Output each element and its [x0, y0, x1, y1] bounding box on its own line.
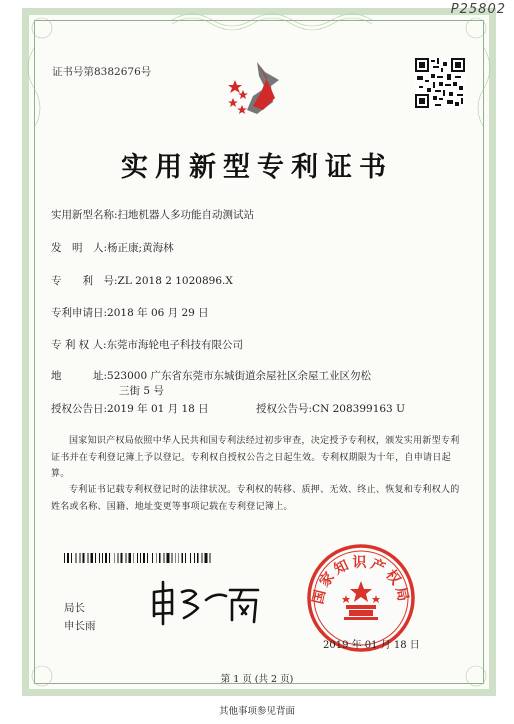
grant-date-label: 授权公告日: [51, 403, 108, 415]
barcode-bar [210, 553, 211, 563]
patentee-value: 东莞市海轮电子科技有限公司 [106, 339, 244, 351]
barcode-bar [64, 553, 65, 563]
barcode-bar [147, 553, 148, 563]
barcode-bar [118, 553, 119, 563]
barcode-bar [87, 553, 88, 563]
barcode-bar [114, 553, 115, 563]
svg-text:国家知识产权局: 国家知识产权局 [310, 555, 412, 606]
page-number-label: 第 1 页 (共 2 页) [220, 674, 294, 685]
patent-number-label: 专 利 号: [51, 275, 118, 287]
legal-notice-paragraph-1: 国家知识产权局依照中华人民共和国专利法经过初步审查，决定授予专利权，颁发实用新型专利证书并在专利登记簿上予以登记。专利权自授权公告之日起生效。专利权期限为十年，自申请日起算。 [51, 436, 460, 479]
barcode-bar [152, 553, 153, 563]
barcode-bar [83, 553, 85, 563]
barcode-bar [95, 553, 96, 563]
barcode-bar [105, 553, 107, 563]
qr-code-icon [415, 58, 465, 108]
filing-date-value: 2018 年 06 月 29 日 [107, 307, 209, 319]
grant-date-value: 2019 年 01 月 18 日 [107, 403, 209, 415]
patentee-row [51, 337, 243, 352]
barcode-bar [190, 553, 191, 563]
utility-model-name-row [51, 207, 254, 222]
barcode-bar [156, 553, 157, 563]
barcode-bar [143, 553, 145, 563]
barcode-bar [197, 553, 199, 563]
address-label: 地 址: [51, 370, 108, 382]
address-line-2: 三街 5 号 [119, 385, 164, 397]
barcode-bar [90, 553, 93, 563]
grant-number-row [256, 401, 405, 416]
director-title: 局长 [64, 602, 85, 614]
barcode-bar [126, 553, 127, 563]
back-page-note: 其他事项参见背面 [218, 706, 295, 717]
inventor-label: 发 明 人: [51, 242, 108, 254]
filing-date-row [51, 305, 209, 320]
barcode-bar [137, 553, 138, 563]
handwritten-reference-number: P25802 [450, 2, 506, 17]
barcode-bar [99, 553, 100, 563]
barcode-bar [71, 553, 72, 563]
filing-date-label: 专利申请日: [51, 307, 108, 319]
barcode-bar [67, 553, 69, 563]
barcode-bar [185, 553, 186, 563]
barcode-bar [202, 553, 203, 563]
patent-number-value: ZL 2018 2 1020896.X [117, 275, 233, 287]
barcode-bar [159, 553, 161, 563]
address-line-1: 523000 广东省东莞市东城街道余屋社区余屋工业区勿松 [107, 370, 371, 382]
barcode-bar [194, 553, 195, 563]
barcode-bar [175, 553, 176, 563]
barcode-bar [129, 553, 132, 563]
utility-model-name-label: 实用新型名称: [51, 209, 118, 221]
inventor-value: 杨正康;黄海林 [107, 242, 174, 254]
barcode-bar [178, 553, 179, 563]
inventor-row [51, 240, 174, 255]
barcode-bar [121, 553, 123, 563]
barcode-bar [171, 553, 172, 563]
barcode-icon [64, 553, 212, 563]
certificate-number: 证书号第8382676号 [52, 66, 152, 78]
barcode-bar [133, 553, 134, 563]
barcode-bar [140, 553, 141, 563]
address-row [51, 368, 371, 383]
patent-number-row [51, 273, 233, 288]
director-signature [146, 578, 266, 628]
grant-date-row [51, 401, 209, 416]
seal-date: 2019 年 01 月 18 日 [323, 640, 420, 651]
grant-number-label: 授权公告号: [256, 403, 313, 415]
barcode-bar [181, 553, 183, 563]
utility-model-name-value: 扫地机器人多功能自动测试站 [117, 209, 255, 221]
barcode-bar [205, 553, 208, 563]
barcode-bar [102, 553, 103, 563]
barcode-bar [164, 553, 165, 563]
patentee-label: 专 利 权 人: [51, 339, 107, 351]
grant-number-value: CN 208399163 U [312, 403, 405, 415]
certificate-title: 实用新型专利证书 [121, 152, 393, 183]
cnipa-logo-icon [223, 58, 285, 118]
barcode-bar [76, 553, 77, 563]
director-name: 申长雨 [64, 620, 96, 632]
legal-notice-paragraph-2: 专利证书记载专利权登记时的法律状况。专利权的转移、质押、无效、终止、恢复和专利权人的姓名或名称、国籍、地址变更等事项记载在专利登记簿上。 [51, 485, 460, 512]
barcode-bar [167, 553, 170, 563]
barcode-bar [80, 553, 81, 563]
barcode-bar [109, 553, 110, 563]
